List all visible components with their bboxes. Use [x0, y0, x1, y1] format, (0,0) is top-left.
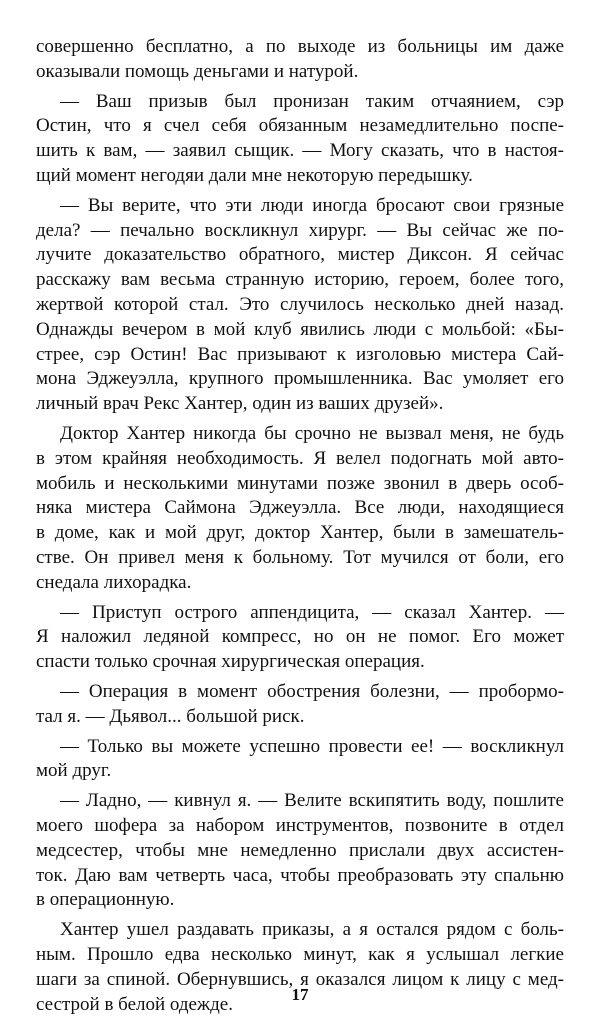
text-line: Хантер ушел раздавать приказы, а я остался рядом с боль- — [60, 919, 564, 941]
text-line: шаги за спиной. Обернувшись, я оказался лицом к лицу с мед- — [36, 968, 564, 990]
text-line: лучите доказательство обратного, мистер Диксон. Я сейчас — [36, 244, 564, 266]
text-line: — Ладно, — кивнул я. — Велите вскипятить воду, пошлите — [60, 790, 564, 812]
text-line: расскажу вам весьма странную историю, героем, более того, — [36, 269, 564, 291]
text-line: в доме, как и мой друг, доктор Хантер, были в замешатель- — [36, 522, 564, 544]
text-line: медсестер, чтобы мне немедленно прислали двух ассистен- — [36, 839, 564, 861]
text-line: в этом крайняя необходимость. Я велел подогнать мой авто- — [36, 447, 564, 469]
text-line: — Операция в момент обострения болезни, — пробормо- — [60, 681, 564, 702]
text-line: — Только вы можете успешно провести ее! — воскликнул — [60, 735, 564, 757]
text-line: моего шофера за набором инструментов, позвоните в отдел — [36, 815, 564, 836]
text-line: спасти только срочная хирургическая операция. — [36, 651, 425, 673]
text-line: Остин, что я счел себя обязанным незамедлительно поспе- — [36, 115, 564, 137]
text-line: стрее, сэр Остин! Вас призывают к изголовью мистера Сай- — [36, 343, 564, 365]
text-line: дела? — печально воскликнул хирург. — Вы сейчас же по- — [36, 219, 564, 241]
text-line: Доктор Хантер никогда бы срочно не вызвал меня, не будь — [60, 423, 564, 444]
text-line: — Приступ острого аппендицита, — сказал Хантер. — — [60, 601, 564, 623]
text-line: — Ваш призыв был пронизан таким отчаянием, сэр — [60, 90, 564, 112]
text-line: щий момент негодяи дали мне некоторую передышку. — [36, 165, 473, 186]
text-line: няка мистера Саймона Эджеуэлла. Все люди, находящиеся — [36, 497, 564, 519]
text-line: ным. Прошло едва несколько минут, как я услышал легкие — [36, 944, 564, 965]
text-line: тал я. — Дьявол... большой риск. — [36, 705, 305, 727]
text-line: Я наложил ледяной компресс, но он не помог. Его может — [36, 626, 564, 648]
text-line: мобиль и несколькими минутами позже звонил в дверь особ- — [36, 472, 564, 494]
text-line: снедала лихорадка. — [36, 571, 192, 593]
text-line: шить к вам, — заявил сыщик. — Могу сказать, что в настоя- — [36, 140, 564, 162]
text-line: Однажды вечером в мой клуб явились люди с мольбой: «Бы- — [36, 318, 564, 340]
page-number: 17 — [291, 985, 309, 1004]
text-line: совершенно бесплатно, а по выходе из больницы им даже — [36, 36, 564, 57]
text-line: стве. Он привел меня к больному. Тот мучился от боли, его — [36, 547, 564, 568]
text-line: сестрой в белой одежде. — [36, 993, 233, 1015]
text-line: жертвой которой стал. Это случилось несколько дней назад. — [36, 294, 564, 315]
text-line: мона Эджеуэлла, крупного промышленника. Вас умоляет его — [36, 368, 564, 390]
text-line: оказывали помощь деньгами и натурой. — [36, 60, 359, 82]
text-line: — Вы верите, что эти люди иногда бросают свои грязные — [60, 194, 564, 216]
text-line: в операционную. — [36, 889, 175, 911]
text-line: ток. Даю вам четверть часа, чтобы преобразовать эту спальню — [36, 864, 564, 886]
text-line: личный врач Рекс Хантер, один из ваших друзей». — [36, 393, 444, 415]
text-line: мой друг. — [36, 760, 112, 782]
